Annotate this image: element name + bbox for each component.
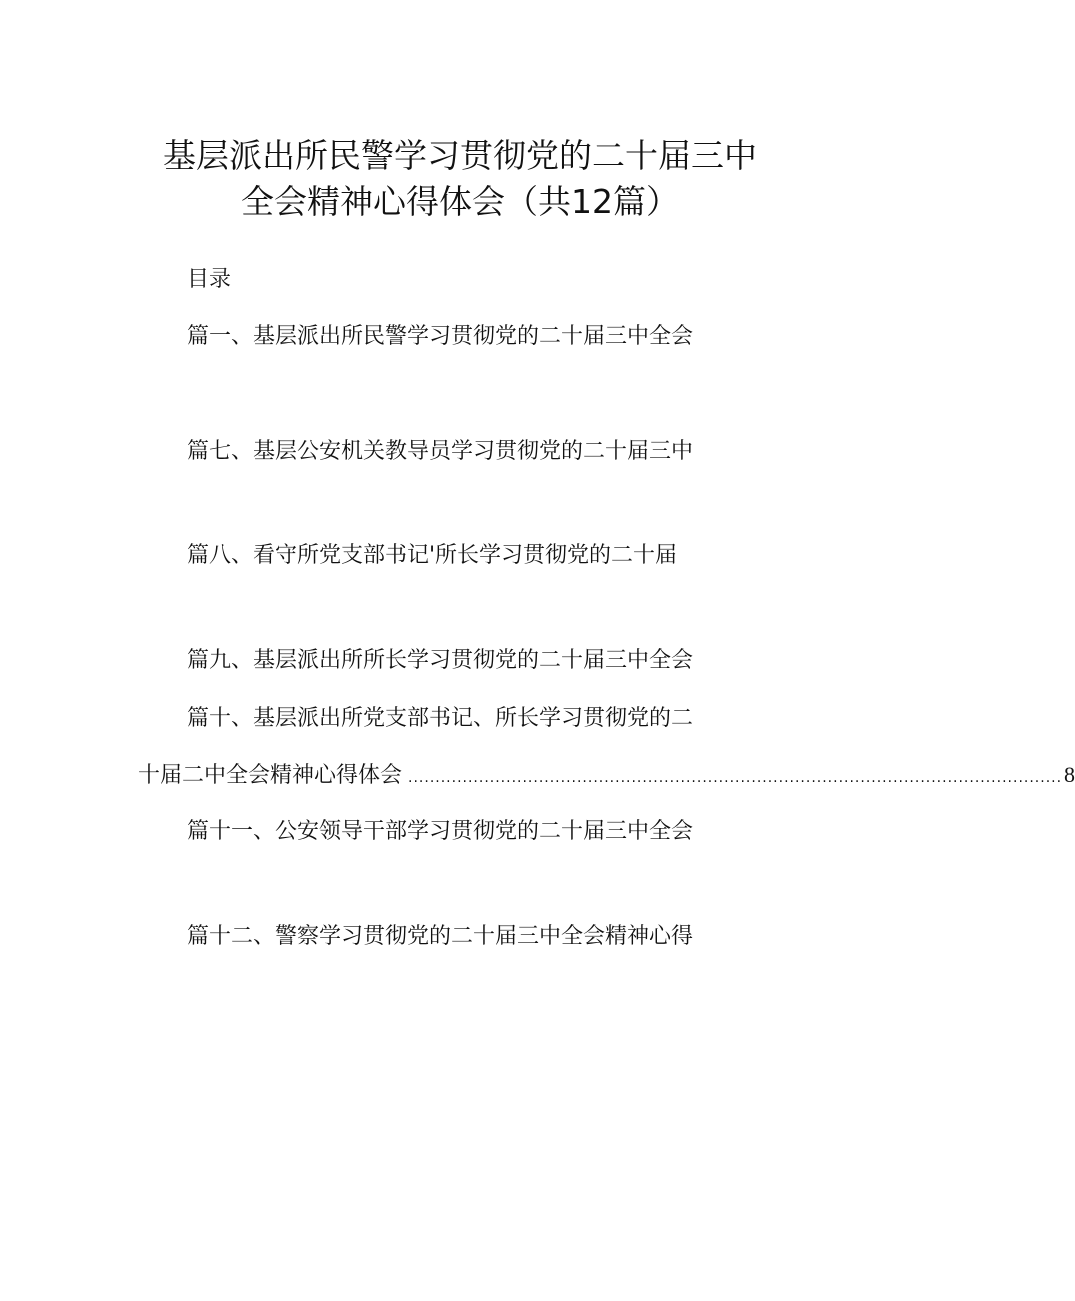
document-title-line-2: 全会精神心得体会（共12篇）	[241, 182, 679, 221]
toc-entry-7[interactable]: 篇七、基层公安机关教导员学习贯彻党的二十届三中	[187, 439, 694, 464]
toc-page-number: 8	[1064, 762, 1075, 787]
toc-entry-10[interactable]: 篇十、基层派出所党支部书记、所长学习贯彻党的二	[187, 706, 694, 731]
toc-heading: 目录	[187, 267, 232, 292]
toc-entry-11[interactable]: 篇十一、公安领导干部学习贯彻党的二十届三中全会	[187, 819, 694, 844]
toc-entry-1[interactable]: 篇一、基层派出所民警学习贯彻党的二十届三中全会	[187, 324, 694, 349]
toc-entry-10-continuation-text: 十届二中全会精神心得体会	[138, 763, 403, 788]
toc-entry-10-continuation[interactable]	[138, 760, 1075, 793]
toc-entry-12[interactable]: 篇十二、警察学习贯彻党的二十届三中全会精神心得	[187, 924, 694, 949]
toc-entry-8[interactable]: 篇八、看守所党支部书记'所长学习贯彻党的二十届	[187, 543, 678, 568]
toc-dot-leader: ........................................................................................................................	[408, 770, 1063, 786]
toc-entry-9[interactable]: 篇九、基层派出所所长学习贯彻党的二十届三中全会	[187, 648, 694, 673]
document-title-line-1: 基层派出所民警学习贯彻党的二十届三中	[163, 136, 757, 175]
